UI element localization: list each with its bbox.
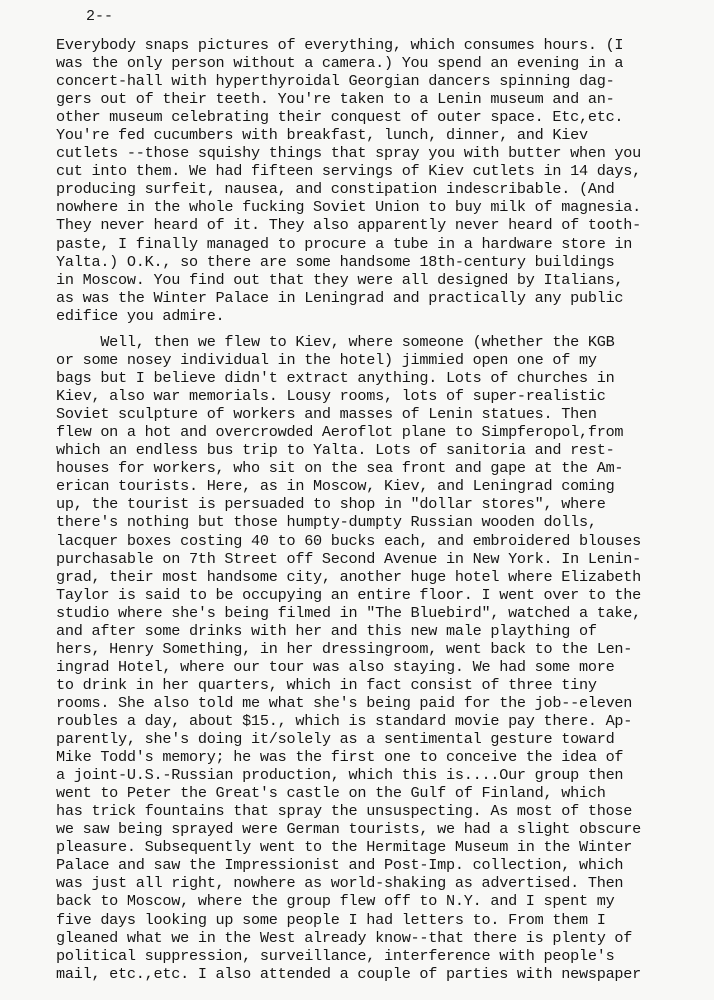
text-line: cut into them. We had fifteen servings of Kiev cutlets in 14 days,	[56, 162, 642, 181]
text-line: mail, etc.,etc. I also attended a couple of parties with newspaper	[56, 964, 642, 983]
text-line: lacquer boxes costing 40 to 60 bucks each, and embroidered blouses	[56, 531, 642, 550]
text-line: gers out of their teeth. You're taken to a Lenin museum and an-	[56, 90, 615, 109]
text-line: rooms. She also told me what she's being paid for the job--eleven	[56, 693, 633, 712]
text-line: a joint-U.S.-Russian production, which this is....Our group then	[56, 766, 624, 785]
text-line: concert-hall with hyperthyroidal Georgian dancers spinning dag-	[56, 72, 615, 91]
text-line: flew on a hot and overcrowded Aeroflot plane to Simpferopol,from	[56, 423, 624, 442]
text-line: or some nosey individual in the hotel) jimmied open one of my	[56, 351, 597, 370]
text-line: which an endless bus trip to Yalta. Lots of sanitoria and rest-	[56, 441, 615, 460]
text-line: Everybody snaps pictures of everything, which consumes hours. (I	[56, 36, 624, 54]
text-line: edifice you admire.	[56, 306, 225, 325]
text-line: roubles a day, about $15., which is standard movie pay there. Ap-	[56, 711, 633, 730]
text-line: back to Moscow, where the group flew off to N.Y. and I spent my	[56, 892, 615, 911]
text-line: as was the Winter Palace in Leningrad and practically any public	[56, 288, 624, 307]
text-line: cutlets --those squishy things that spray you with butter when you	[56, 144, 642, 163]
text-line: They never heard of it. They also apparently never heard of tooth-	[56, 216, 642, 235]
text-line: Soviet sculpture of workers and masses of Lenin statues. Then	[56, 405, 597, 424]
text-line: Palace and saw the Impressionist and Post-Imp. collection, which	[56, 856, 624, 875]
text-line: has trick fountains that spray the unsuspecting. As most of those	[56, 802, 633, 821]
text-line: houses for workers, who sit on the sea front and gape at the Am-	[56, 459, 624, 478]
text-line: paste, I finally managed to procure a tube in a hardware store in	[56, 234, 633, 253]
text-line: ingrad Hotel, where our tour was also staying. We had some more	[56, 657, 615, 676]
text-line: gleaned what we in the West already know--that there is plenty of	[56, 928, 633, 947]
text-line: to drink in her quarters, which in fact consist of three tiny	[56, 675, 597, 694]
text-line: up, the tourist is persuaded to shop in "dollar stores", where	[56, 495, 606, 514]
text-line: five days looking up some people I had letters to. From them I	[56, 910, 606, 929]
text-line: Taylor is said to be occupying an entire floor. I went over to the	[56, 585, 642, 604]
text-line: Yalta.) O.K., so there are some handsome 18th-century buildings	[56, 252, 615, 271]
text-line: other museum celebrating their conquest of outer space. Etc,etc.	[56, 108, 624, 127]
text-line: was just all right, nowhere as world-shaking as advertised. Then	[56, 874, 624, 893]
text-line: political suppression, surveillance, interference with people's	[56, 946, 615, 965]
text-line: studio where she's being filmed in "The Bluebird", watched a take,	[56, 603, 642, 622]
paragraph-2	[56, 333, 641, 983]
text-line: Kiev, also war memorials. Lousy rooms, lots of super-realistic	[56, 387, 606, 406]
text-line: purchasable on 7th Street off Second Avenue in New York. In Lenin-	[56, 549, 642, 568]
text-line: Well, then we flew to Kiev, where someone (whether the KGB	[56, 333, 615, 351]
text-line: we saw being sprayed were German tourists, we had a slight obscure	[56, 820, 642, 839]
text-line: bags but I believe didn't extract anything. Lots of churches in	[56, 369, 615, 388]
text-line: went to Peter the Great's castle on the Gulf of Finland, which	[56, 784, 606, 803]
text-line: parently, she's doing it/solely as a sentimental gesture toward	[56, 730, 615, 749]
text-line: producing surfeit, nausea, and constipation indescribable. (And	[56, 180, 615, 199]
page-number: 2--	[86, 8, 114, 25]
text-line: nowhere in the whole fucking Soviet Union to buy milk of magnesia.	[56, 198, 642, 217]
text-line: and after some drinks with her and this new male plaything of	[56, 621, 597, 640]
paragraph-1	[56, 36, 641, 325]
text-line: Mike Todd's memory; he was the first one to conceive the idea of	[56, 748, 624, 767]
text-line: grad, their most handsome city, another huge hotel where Elizabeth	[56, 567, 642, 586]
text-line: hers, Henry Something, in her dressingroom, went back to the Len-	[56, 639, 633, 658]
text-line: in Moscow. You find out that they were all designed by Italians,	[56, 270, 624, 289]
text-line: there's nothing but those humpty-dumpty Russian wooden dolls,	[56, 513, 597, 532]
text-line: erican tourists. Here, as in Moscow, Kiev, and Leningrad coming	[56, 477, 615, 496]
text-line: was the only person without a camera.) You spend an evening in a	[56, 54, 624, 73]
text-line: You're fed cucumbers with breakfast, lunch, dinner, and Kiev	[56, 126, 588, 145]
text-line: pleasure. Subsequently went to the Hermitage Museum in the Winter	[56, 838, 633, 857]
